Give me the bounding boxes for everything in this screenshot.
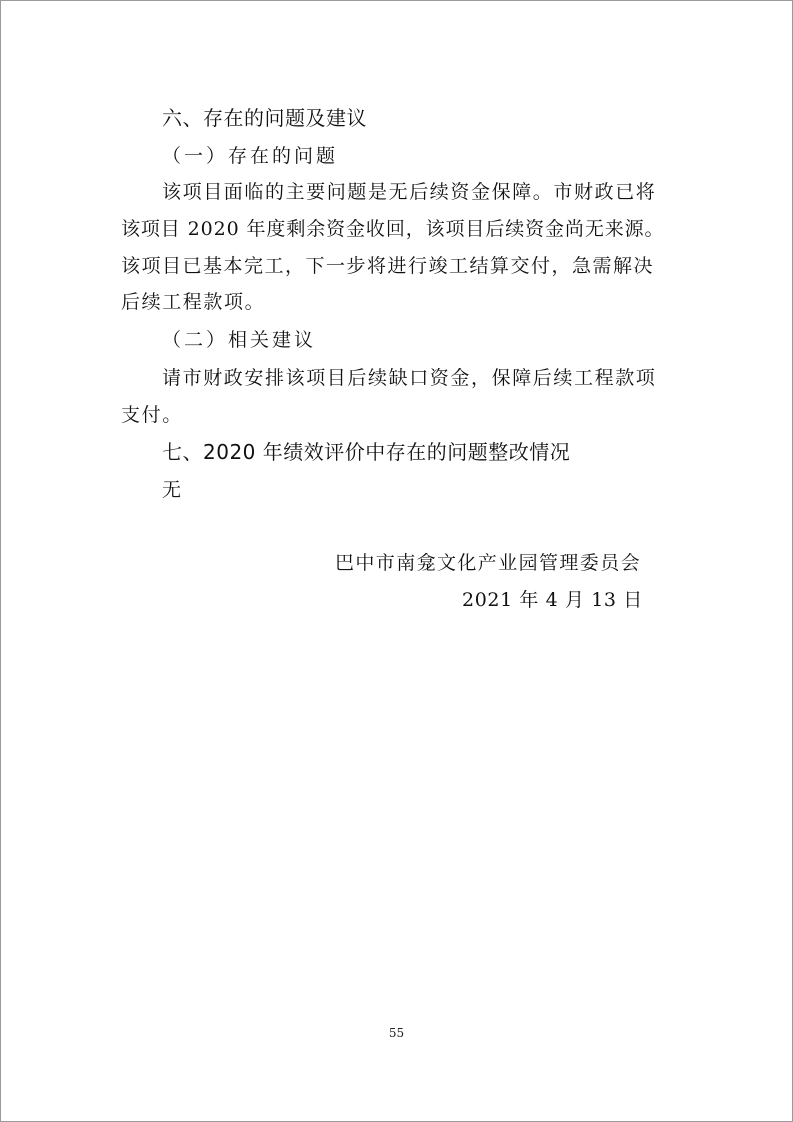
- problems-paragraph-line-1: 该项目面临的主要问题是无后续资金保障。市财政已将: [162, 181, 657, 203]
- section-6-heading: 六、存在的问题及建议: [162, 106, 367, 130]
- problems-paragraph-line-2: 该项目 2020 年度剩余资金收回，该项目后续资金尚无来源。: [121, 218, 665, 240]
- section-6-subheading-problems: （一）存在的问题: [162, 145, 339, 167]
- signature-date: 2021 年 4 月 13 日: [462, 589, 643, 611]
- suggestions-paragraph-line-1: 请市财政安排该项目后续缺口资金，保障后续工程款项: [162, 367, 657, 389]
- page-number: 55: [388, 1026, 405, 1040]
- section-7-content: 无: [162, 479, 183, 501]
- suggestions-paragraph-line-2: 支付。: [121, 404, 183, 426]
- problems-paragraph-line-3: 该项目已基本完工，下一步将进行竣工结算交付，急需解决: [121, 255, 655, 277]
- section-6-subheading-suggestions: （二）相关建议: [162, 329, 317, 351]
- signature-organization: 巴中市南龛文化产业园管理委员会: [335, 552, 642, 574]
- section-7-heading: 七、2020 年绩效评价中存在的问题整改情况: [162, 440, 571, 464]
- problems-paragraph-line-4: 后续工程款项。: [121, 291, 266, 313]
